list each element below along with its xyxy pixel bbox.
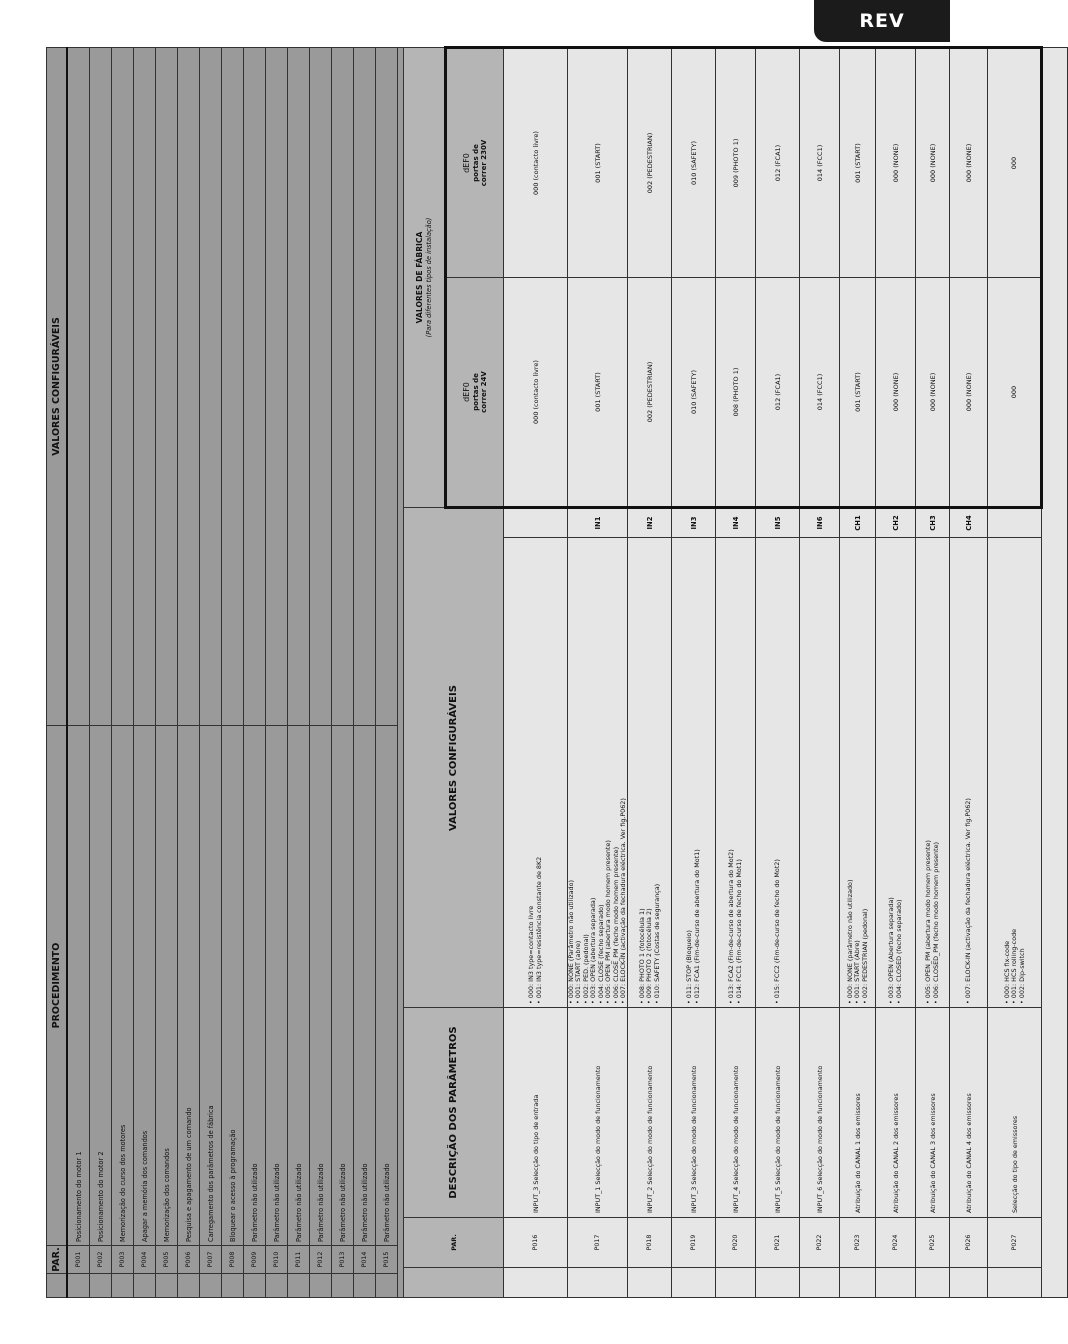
configurable-values (112, 48, 134, 726)
factory-title: VALORES DE FÁBRICA (414, 231, 424, 324)
input-tag: IN3 (672, 508, 716, 538)
configurable-values (916, 538, 950, 1008)
parameter-code: P009 (244, 1246, 266, 1274)
procedure-description: Parâmetro não utilizado (288, 726, 310, 1246)
procedure-row (112, 48, 134, 1298)
parameter-description: Selecção do tipo de emissores (988, 1008, 1042, 1218)
procedure-row (222, 48, 244, 1298)
value-option: • 003: OPEN (Abertura separada) (887, 897, 896, 1004)
value-option: • 015: FCC2 (Fim-de-curso de fecho do Mot2) (773, 859, 782, 1004)
factory-value-24v: 000 (NONE) (916, 278, 950, 508)
parameters-table-header-1 (404, 48, 446, 1298)
parameter-code: P005 (156, 1246, 178, 1274)
parameter-code: P015 (376, 1246, 398, 1274)
parameter-description: INPUT_5 Selecção do modo de funcionamento (756, 1008, 800, 1218)
value-option: • 008: PHOTO 1 (fotocélula 1) (637, 908, 646, 1004)
procedure-description: Parâmetro não utilizado (354, 726, 376, 1246)
factory-value-230v: 002 (PEDESTRIAN) (628, 48, 672, 278)
value-option: • 000: NONE (Parâmetro não utilizado) (567, 880, 575, 1004)
value-option: • 005: OPEN_PM (abertura modo homem presente) (604, 840, 613, 1004)
value-option: • 002: PED. (pedonal) (581, 934, 590, 1004)
parameters-table (403, 46, 1068, 1298)
parameter-code: P020 (716, 1218, 756, 1268)
parameter-code: P010 (266, 1246, 288, 1274)
value-option: • 005: OPEN_PM (abertura modo homem presente) (924, 840, 933, 1004)
parameter-code: P013 (332, 1246, 354, 1274)
factory-value-230v: 009 (PHOTO 1) (716, 48, 756, 278)
parameter-code: P002 (90, 1246, 112, 1274)
factory-value-230v: 000 (NONE) (876, 48, 916, 278)
procedure-row (244, 48, 266, 1298)
procedure-description: Parâmetro não utilizado (244, 726, 266, 1246)
parameters-table-filler (1042, 48, 1068, 1298)
factory-value-24v: 000 (NONE) (876, 278, 916, 508)
configurable-values (716, 538, 756, 1008)
parameter-row (876, 48, 916, 1298)
configurable-values (988, 538, 1042, 1008)
input-tag: IN6 (800, 508, 840, 538)
parameter-description: INPUT_1 Selecção do modo de funcionamento (568, 1008, 628, 1218)
procedure-description: Memorização do curso dos motores (112, 726, 134, 1246)
parameter-code: P025 (916, 1218, 950, 1268)
parameter-code: P011 (288, 1246, 310, 1274)
factory-value-24v: 002 (PEDESTRIAN) (628, 278, 672, 508)
procedure-table-header (47, 48, 68, 1298)
def230-label-2: correr 230V (479, 139, 488, 187)
value-option: • 004: CLOSED (fecho separado) (894, 899, 903, 1004)
procedure-row (332, 48, 354, 1298)
procedure-description: Memorização dos comandos (156, 726, 178, 1246)
value-option: • 007: ELOCK-IN (activação da fechadura eléctrica. Ver fig.P062) (618, 798, 627, 1004)
def24-label-1: portas de (471, 373, 480, 411)
factory-value-230v: 012 (FCA1) (756, 48, 800, 278)
parameter-description: INPUT_3 Selecção do tipo de entrada (504, 1008, 568, 1218)
row-spacer (672, 1268, 716, 1298)
parameter-row (800, 48, 840, 1298)
row-spacer (716, 1268, 756, 1298)
configurable-values (568, 538, 628, 1008)
factory-value-230v: 000 (988, 48, 1042, 278)
row-spacer (266, 1274, 288, 1298)
parameter-row (716, 48, 756, 1298)
configurable-values (310, 48, 332, 726)
header-def-230v (446, 48, 504, 278)
factory-value-230v: 014 (FCC1) (800, 48, 840, 278)
configurable-values (504, 538, 568, 1008)
parameter-code: P017 (568, 1218, 628, 1268)
row-spacer (568, 1268, 628, 1298)
parameter-row (916, 48, 950, 1298)
procedure-row (200, 48, 222, 1298)
row-spacer (112, 1274, 134, 1298)
parameter-code: P012 (310, 1246, 332, 1274)
value-option: • 001: START (abre) (574, 940, 583, 1004)
def24-code: dEF0 (462, 382, 472, 402)
configurable-values (67, 48, 90, 726)
value-option: • 001: IN3 type=resistência constante de 8K2 (534, 856, 543, 1004)
factory-value-24v: 014 (FCC1) (800, 278, 840, 508)
configurable-values (950, 538, 988, 1008)
value-option: • 001: HCS rolling-code (1010, 928, 1019, 1004)
parameter-row (950, 48, 988, 1298)
parameter-row (672, 48, 716, 1298)
parameter-row (756, 48, 800, 1298)
procedure-row (178, 48, 200, 1298)
factory-value-230v: 001 (START) (568, 48, 628, 278)
value-option: • 002: Dip-switch (1017, 948, 1026, 1004)
input-tag (988, 508, 1042, 538)
configurable-values (266, 48, 288, 726)
input-tag (504, 508, 568, 538)
factory-value-24v: 012 (FCA1) (756, 278, 800, 508)
value-option: • 014: FCC1 (Fim-de-curso de fecho do Mot1) (734, 859, 743, 1004)
factory-value-24v: 000 (988, 278, 1042, 508)
row-spacer (134, 1274, 156, 1298)
header-def-24v (446, 278, 504, 508)
parameter-code: P008 (222, 1246, 244, 1274)
parameter-row (568, 48, 628, 1298)
input-tag: CH4 (950, 508, 988, 538)
factory-subtitle: (Para diferentes tipos de instalação) (424, 217, 433, 338)
procedure-row (288, 48, 310, 1298)
row-spacer (332, 1274, 354, 1298)
factory-value-230v: 001 (START) (840, 48, 876, 278)
parameter-description: Atribuição do CANAL 2 dos emissores (876, 1008, 916, 1218)
configurable-values (800, 538, 840, 1008)
header-procedure: PROCEDIMENTO (47, 726, 68, 1246)
parameter-code: P019 (672, 1218, 716, 1268)
procedure-description: Parâmetro não utilizado (266, 726, 288, 1246)
parameter-code: P016 (504, 1218, 568, 1268)
value-option: • 011: STOP (Bloqueio) (685, 930, 694, 1004)
row-spacer (916, 1268, 950, 1298)
parameter-description: INPUT_4 Selecção do modo de funcionamento (716, 1008, 756, 1218)
row-spacer (222, 1274, 244, 1298)
procedure-row (134, 48, 156, 1298)
parameter-description: Atribuição do CANAL 3 dos emissores (916, 1008, 950, 1218)
parameter-code: P021 (756, 1218, 800, 1268)
parameter-row (988, 48, 1042, 1298)
rev-label: REV (859, 10, 905, 32)
value-option: • 000: NONE (parâmetro não utilizado) (845, 879, 854, 1004)
procedure-description: Parâmetro não utilizado (332, 726, 354, 1246)
parameter-code: P023 (840, 1218, 876, 1268)
row-spacer (950, 1268, 988, 1298)
parameter-code: P018 (628, 1218, 672, 1268)
parameter-code: P007 (200, 1246, 222, 1274)
input-tag: CH3 (916, 508, 950, 538)
procedure-row (266, 48, 288, 1298)
factory-value-230v: 000 (NONE) (916, 48, 950, 278)
factory-value-24v: 008 (PHOTO 1) (716, 278, 756, 508)
parameter-code: P026 (950, 1218, 988, 1268)
parameter-code: P022 (800, 1218, 840, 1268)
parameter-description: Atribuição do CANAL 4 dos emissores (950, 1008, 988, 1218)
value-option: • 006: CLOSE_PM (fecho modo homem presente) (611, 846, 620, 1004)
parameter-code: P014 (354, 1246, 376, 1274)
header-par: PAR. (47, 1246, 68, 1274)
parameter-row (504, 48, 568, 1298)
def230-label-1: portas de (471, 144, 480, 182)
input-tag: CH1 (840, 508, 876, 538)
rev-tab (814, 0, 950, 42)
row-spacer (200, 1274, 222, 1298)
value-option: • 007: ELOCK-IN (activação da fechadura eléctrica. Ver fig.P062) (964, 798, 973, 1004)
parameter-code: P027 (988, 1218, 1042, 1268)
procedure-row (90, 48, 112, 1298)
procedure-description: Posicionamento do motor 1 (67, 726, 90, 1246)
row-spacer (988, 1268, 1042, 1298)
procedure-description: Pesquisa e apagamento de um comando (178, 726, 200, 1246)
value-option: • 004: CLOSE (fecho separado) (596, 904, 605, 1004)
factory-value-24v: 010 (SAFETY) (672, 278, 716, 508)
row-spacer (310, 1274, 332, 1298)
configurable-values (354, 48, 376, 726)
parameter-description: INPUT_2 Selecção do modo de funcionamento (628, 1008, 672, 1218)
factory-value-24v: 000 (NONE) (950, 278, 988, 508)
configurable-values (244, 48, 266, 726)
row-spacer (800, 1268, 840, 1298)
configurable-values (628, 538, 672, 1008)
value-option: • 009: PHOTO 2 (fotocélula 2) (645, 908, 654, 1004)
configurable-values (178, 48, 200, 726)
row-spacer (504, 1268, 568, 1298)
value-option: • 001: START (Abre) (853, 940, 862, 1004)
factory-value-24v: 001 (START) (568, 278, 628, 508)
procedure-row (376, 48, 398, 1298)
row-spacer (288, 1274, 310, 1298)
parameter-description: INPUT_3 Selecção do modo de funcionamento (672, 1008, 716, 1218)
configurable-values (156, 48, 178, 726)
row-spacer (376, 1274, 398, 1298)
factory-value-230v: 010 (SAFETY) (672, 48, 716, 278)
value-option: • 012: FCA1 (Fim-de-curso de abertura do Mot1) (692, 849, 701, 1004)
row-spacer (354, 1274, 376, 1298)
configurable-values (672, 538, 716, 1008)
value-option: • 003: OPEN (abertura separada) (589, 897, 598, 1004)
parameters-table-block (403, 48, 1026, 1298)
configurable-values (840, 538, 876, 1008)
parameter-code: P003 (112, 1246, 134, 1274)
configurable-values (756, 538, 800, 1008)
configurable-values (288, 48, 310, 726)
row-spacer (628, 1268, 672, 1298)
procedure-table (46, 47, 421, 1298)
parameter-description: Atribuição do CANAL 1 dos emissores (840, 1008, 876, 1218)
value-option: • 013: FCA2 (Fim-de-curso de abertura do Mot2) (727, 849, 736, 1004)
input-tag: CH2 (876, 508, 916, 538)
configurable-values (134, 48, 156, 726)
parameter-row (840, 48, 876, 1298)
procedure-description: Parâmetro não utilizado (376, 726, 398, 1246)
parameter-code: P024 (876, 1218, 916, 1268)
header-values: VALORES CONFIGURÁVEIS (404, 508, 504, 1008)
procedure-description: Posicionamento do motor 2 (90, 726, 112, 1246)
value-option: • 006: CLOSED_PM (fecho modo homem presente) (931, 841, 940, 1004)
def230-code: dEF0 (462, 153, 472, 173)
procedure-row (354, 48, 376, 1298)
parameter-row (628, 48, 672, 1298)
parameter-code: P001 (67, 1246, 90, 1274)
header-spacer (404, 1268, 504, 1298)
configurable-values (200, 48, 222, 726)
factory-value-230v: 000 (NONE) (950, 48, 988, 278)
factory-value-24v: 000 (contacto livre) (504, 278, 568, 508)
header-spacer (47, 1274, 68, 1298)
configurable-values (332, 48, 354, 726)
configurable-values (222, 48, 244, 726)
configurable-values (90, 48, 112, 726)
row-spacer (244, 1274, 266, 1298)
value-option: • 010: SAFETY (Costas de segurança) (652, 883, 661, 1004)
parameter-code: P006 (178, 1246, 200, 1274)
procedure-row (156, 48, 178, 1298)
row-spacer (67, 1274, 90, 1298)
procedure-description: Parâmetro não utilizado (310, 726, 332, 1246)
procedure-table-block (46, 48, 394, 1298)
def24-label-2: correr 24V (479, 371, 488, 413)
header-factory-values (404, 48, 446, 508)
value-option: • 000: HCS fix-code (1002, 940, 1011, 1004)
procedure-description: Carregamento dos parâmetros de fábrica (200, 726, 222, 1246)
factory-value-24v: 001 (START) (840, 278, 876, 508)
input-tag: IN5 (756, 508, 800, 538)
header-values: VALORES CONFIGURÁVEIS (47, 48, 68, 726)
value-option: • 000: IN3 type=contacto livre (527, 905, 536, 1004)
procedure-description: Bloquear o acesso à programação (222, 726, 244, 1246)
row-spacer (840, 1268, 876, 1298)
input-tag: IN2 (628, 508, 672, 538)
procedure-row (67, 48, 90, 1298)
input-tag: IN4 (716, 508, 756, 538)
factory-value-230v: 000 (contacto livre) (504, 48, 568, 278)
row-spacer (156, 1274, 178, 1298)
header-description: DESCRIÇÃO DOS PARÂMETROS (404, 1008, 504, 1218)
row-spacer (756, 1268, 800, 1298)
header-par: PAR. (404, 1218, 504, 1268)
parameter-code: P004 (134, 1246, 156, 1274)
configurable-values (876, 538, 916, 1008)
row-spacer (876, 1268, 916, 1298)
parameter-description: INPUT_6 Selecção do modo de funcionamento (800, 1008, 840, 1218)
row-spacer (178, 1274, 200, 1298)
procedure-row (310, 48, 332, 1298)
row-spacer (90, 1274, 112, 1298)
configurable-values (376, 48, 398, 726)
value-option: • 002: PEDESTRIAN (pedonal) (860, 908, 869, 1004)
procedure-description: Apagar a memória dos comandos (134, 726, 156, 1246)
input-tag: IN1 (568, 508, 628, 538)
